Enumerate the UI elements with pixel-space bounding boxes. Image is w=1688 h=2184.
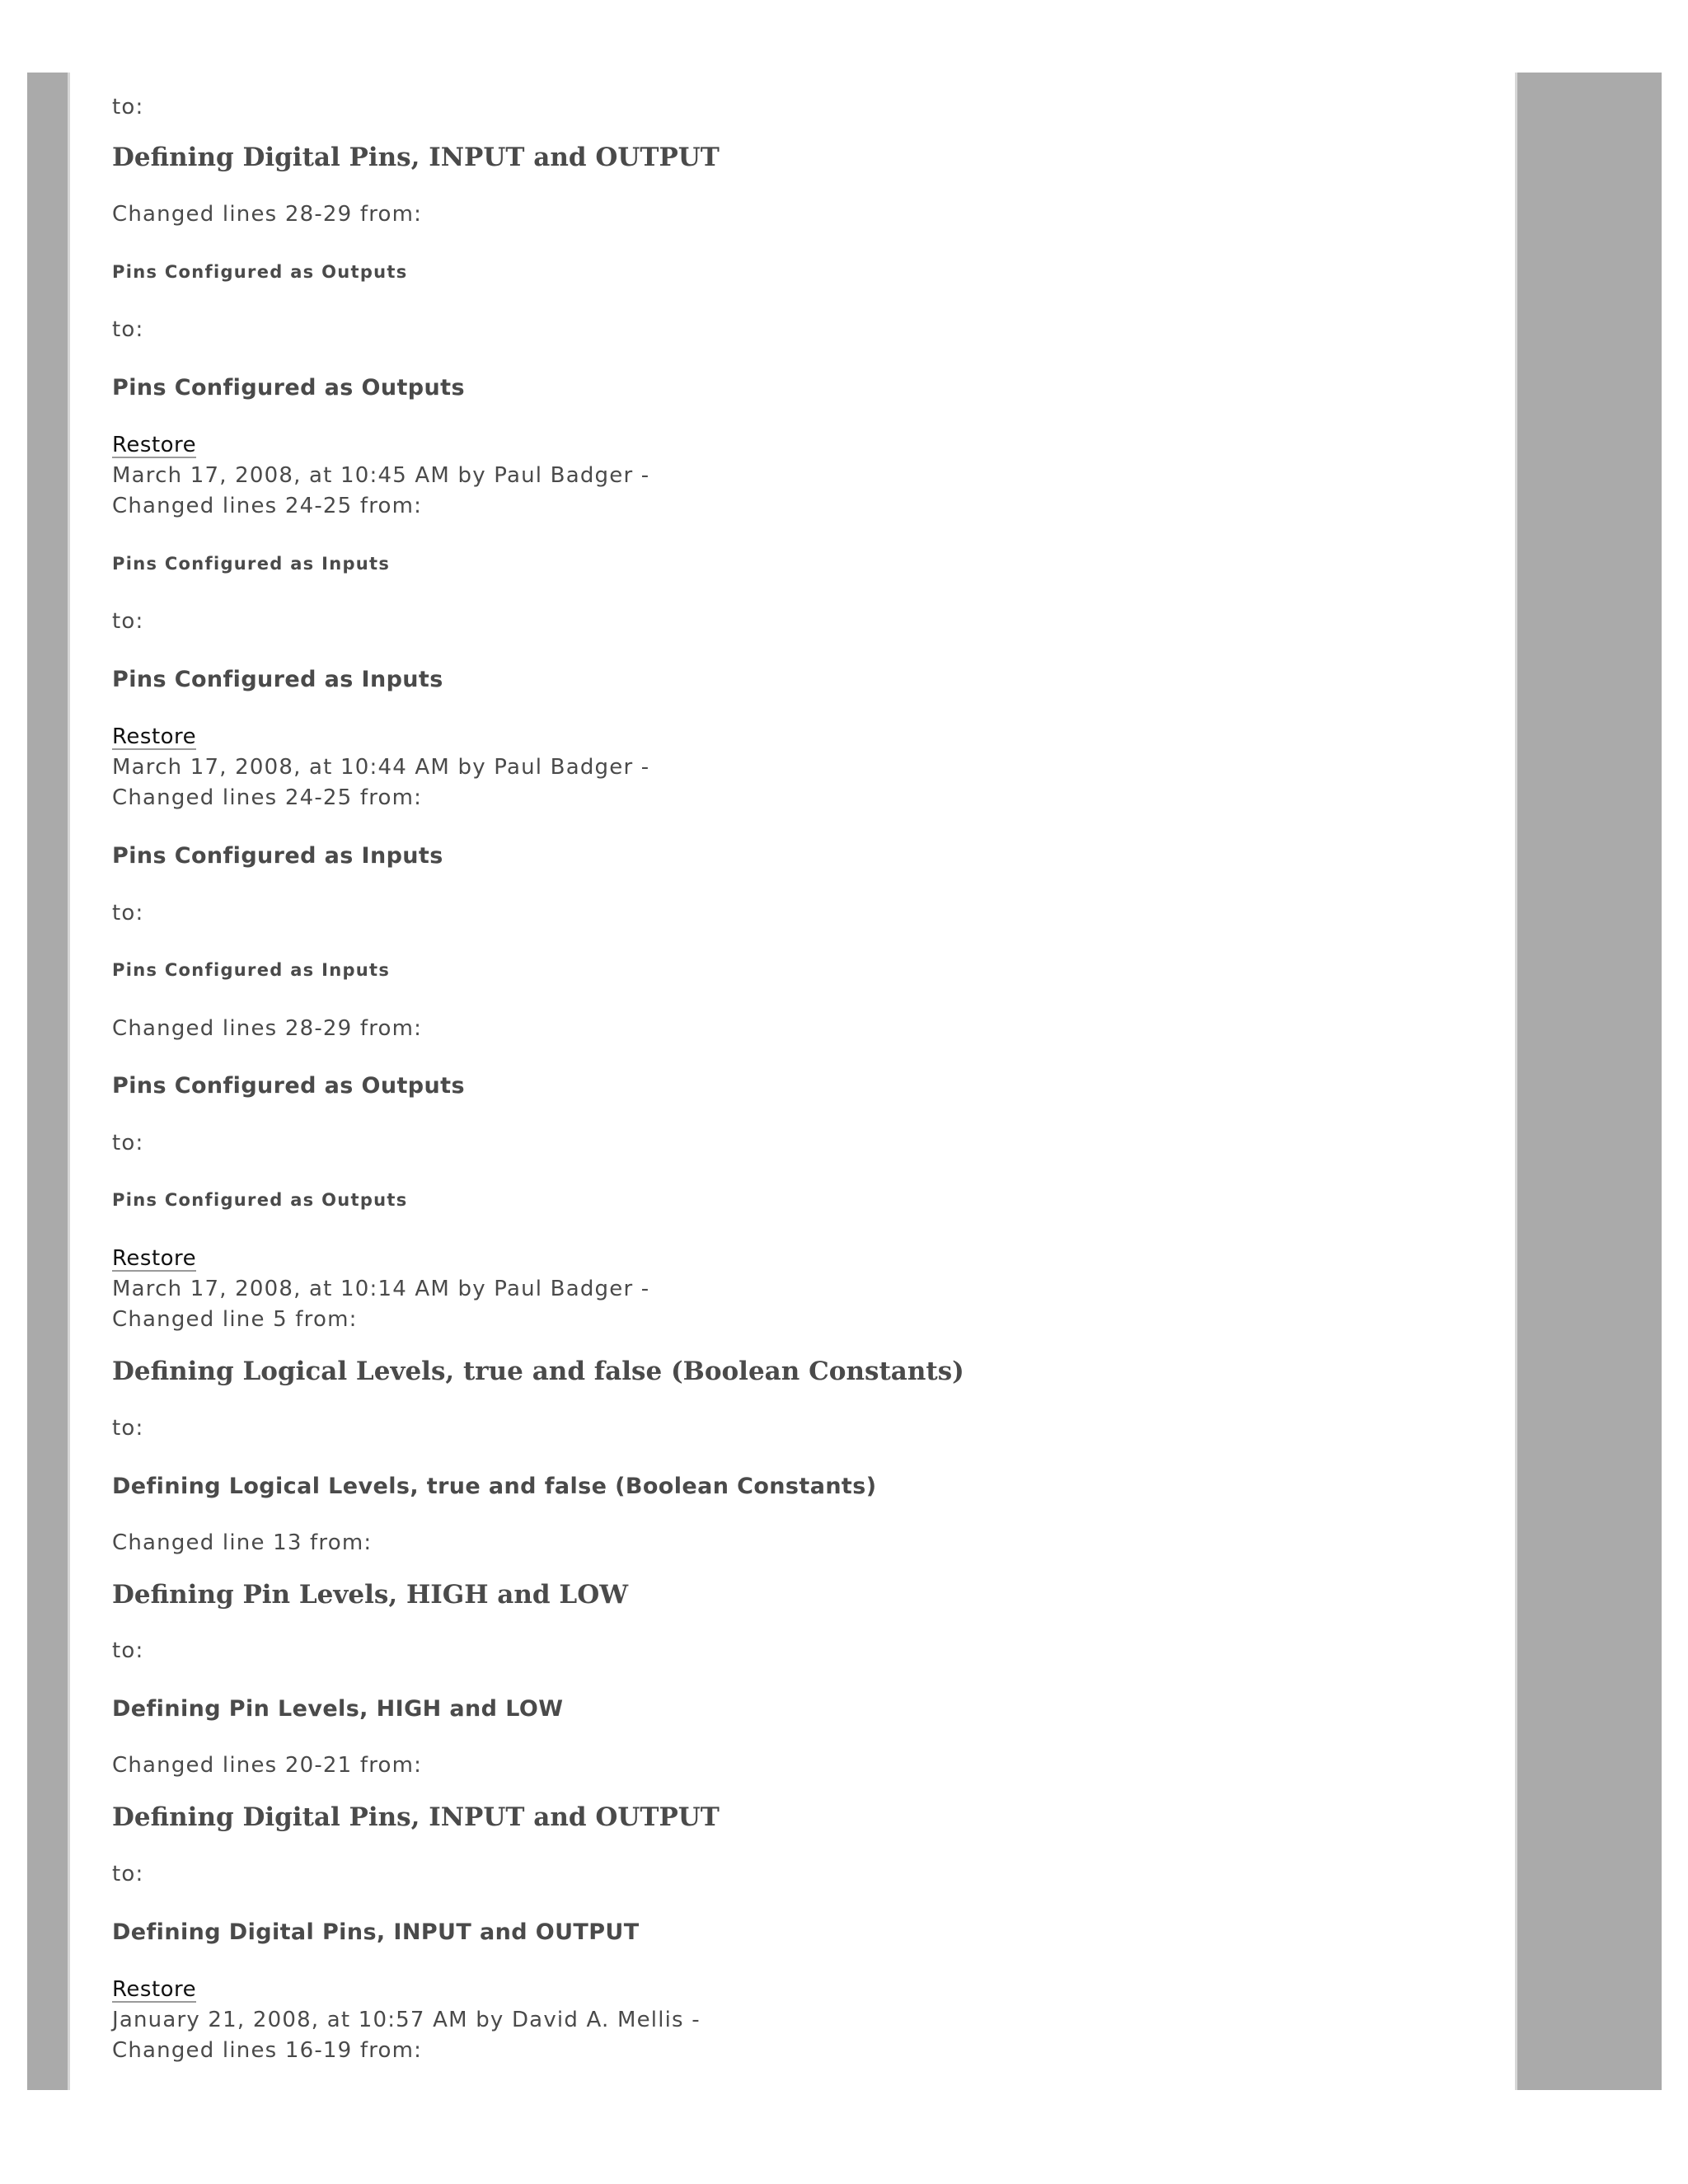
- diff-heading: Pins Configured as Outputs: [112, 375, 465, 401]
- restore-link[interactable]: Restore: [112, 1977, 197, 2002]
- diff-heading-small: Pins Configured as Outputs: [112, 1190, 408, 1210]
- left-margin-bar: [27, 73, 70, 2090]
- revision-info: March 17, 2008, at 10:44 AM by Paul Badger -: [112, 755, 650, 780]
- diff-heading: Defining Logical Levels, true and false (Boolean Constants): [112, 1474, 877, 1499]
- diff-label-changed: Changed lines 24-25 from:: [112, 785, 423, 810]
- diff-label-changed: Changed lines 28-29 from:: [112, 1016, 423, 1041]
- diff-heading: Pins Configured as Outputs: [112, 1073, 465, 1099]
- diff-heading: Pins Configured as Inputs: [112, 843, 443, 869]
- diff-heading: Defining Digital Pins, INPUT and OUTPUT: [112, 1802, 720, 1832]
- diff-label-to: to:: [112, 1862, 144, 1886]
- restore-link[interactable]: Restore: [112, 1246, 197, 1271]
- diff-heading: Defining Pin Levels, HIGH and LOW: [112, 1580, 629, 1610]
- right-margin-bar: [1515, 73, 1662, 2090]
- diff-label-changed: Changed lines 28-29 from:: [112, 202, 423, 227]
- diff-label-changed: Changed line 5 from:: [112, 1307, 358, 1332]
- diff-heading-small: Pins Configured as Outputs: [112, 262, 408, 282]
- diff-label-to: to:: [112, 95, 144, 120]
- restore-link[interactable]: Restore: [112, 724, 197, 749]
- diff-heading: Defining Digital Pins, INPUT and OUTPUT: [112, 1919, 640, 1945]
- diff-heading: Defining Pin Levels, HIGH and LOW: [112, 1696, 564, 1722]
- diff-heading-small: Pins Configured as Inputs: [112, 554, 391, 574]
- diff-label-to: to:: [112, 1416, 144, 1441]
- diff-label-to: to:: [112, 1131, 144, 1155]
- diff-label-to: to:: [112, 901, 144, 926]
- restore-link[interactable]: Restore: [112, 433, 197, 457]
- diff-heading: Defining Digital Pins, INPUT and OUTPUT: [112, 143, 720, 172]
- diff-heading-small: Pins Configured as Inputs: [112, 960, 391, 980]
- diff-heading: Pins Configured as Inputs: [112, 667, 443, 692]
- page-history-content: [112, 0, 1497, 2184]
- diff-heading: Defining Logical Levels, true and false (Boolean Constants): [112, 1357, 964, 1386]
- diff-label-changed: Changed lines 20-21 from:: [112, 1753, 423, 1778]
- diff-label-to: to:: [112, 609, 144, 634]
- diff-label-changed: Changed lines 24-25 from:: [112, 494, 423, 518]
- diff-label-changed: Changed line 13 from:: [112, 1530, 373, 1555]
- diff-label-changed: Changed lines 16-19 from:: [112, 2038, 423, 2063]
- revision-info: January 21, 2008, at 10:57 AM by David A. Mellis -: [112, 2008, 701, 2032]
- revision-info: March 17, 2008, at 10:45 AM by Paul Badger -: [112, 463, 650, 488]
- diff-label-to: to:: [112, 1638, 144, 1663]
- revision-info: March 17, 2008, at 10:14 AM by Paul Badger -: [112, 1277, 650, 1301]
- diff-label-to: to:: [112, 317, 144, 342]
